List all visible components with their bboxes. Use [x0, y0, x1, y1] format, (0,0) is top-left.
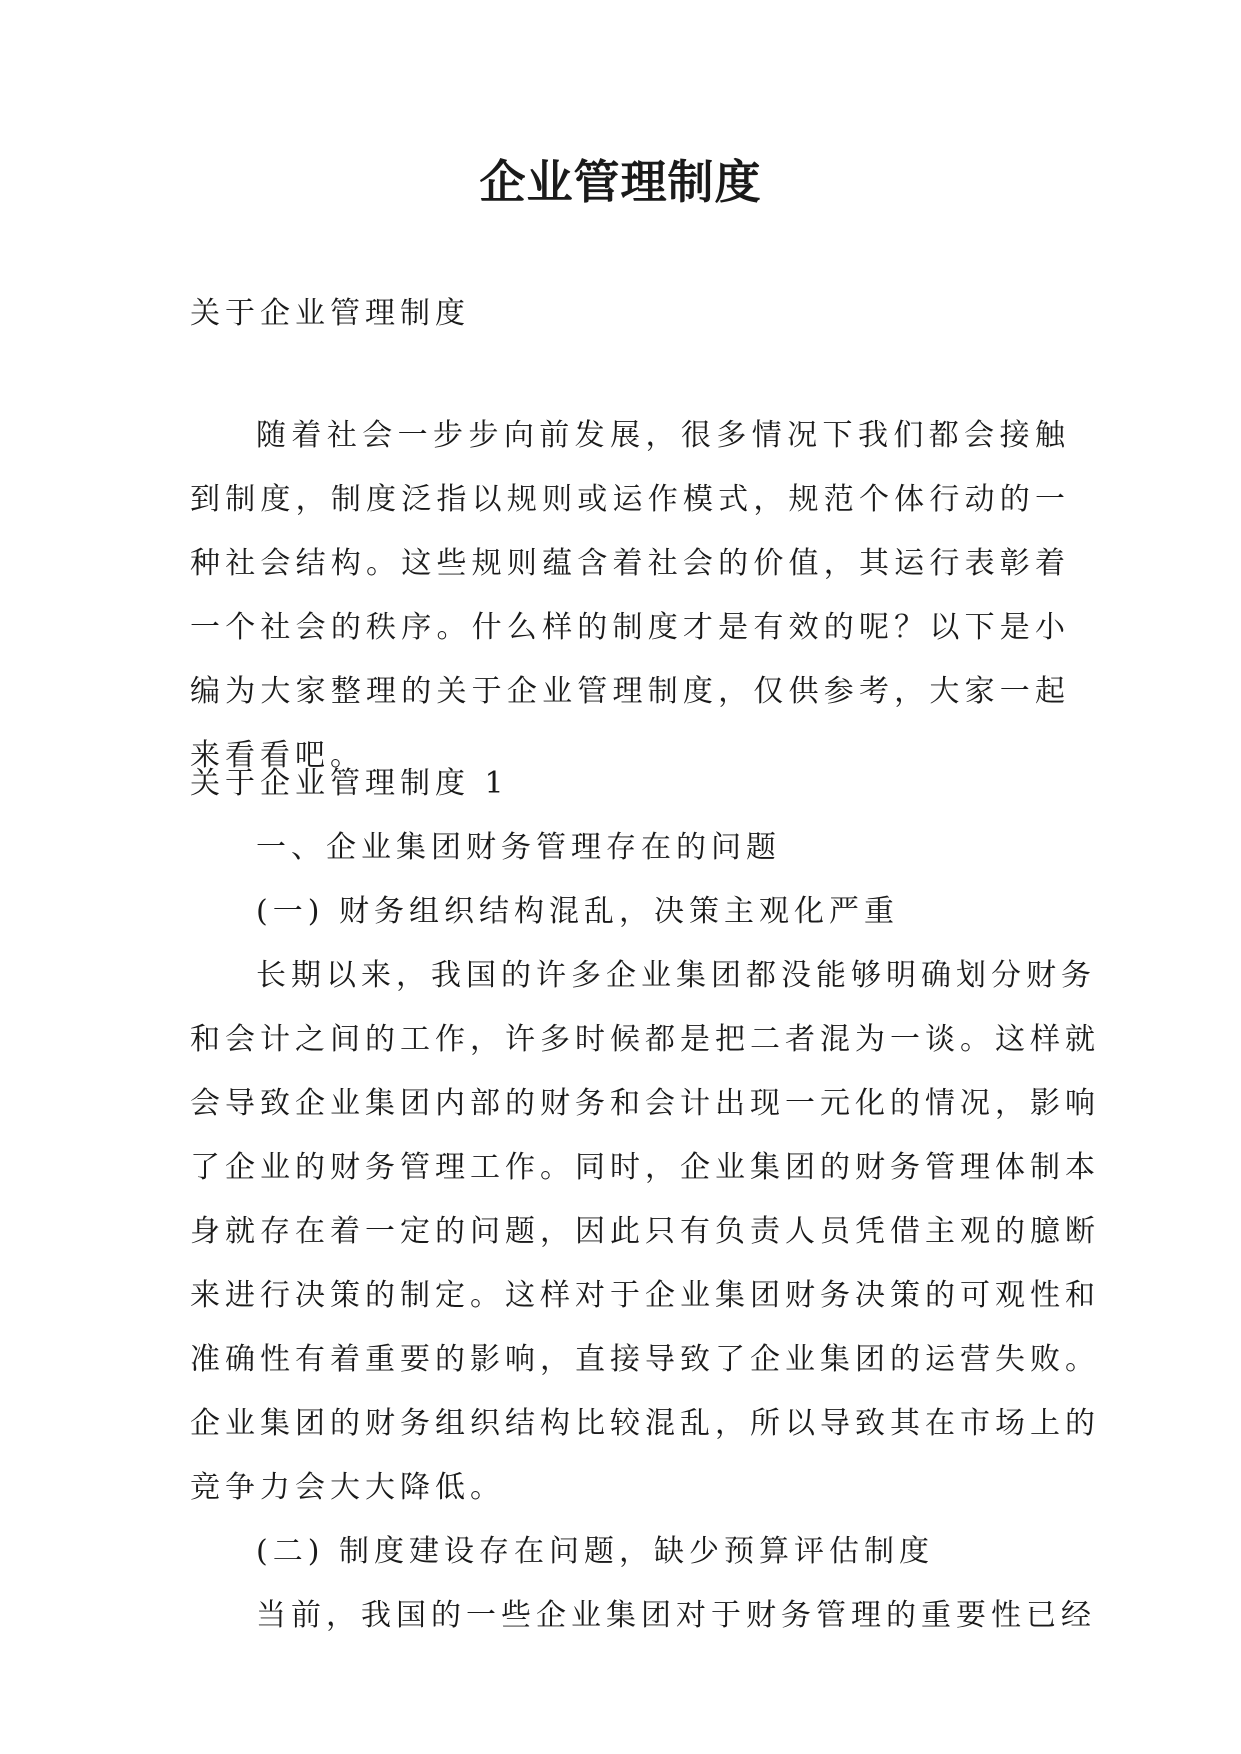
- paragraph-line: 长期以来，我国的许多企业集团都没能够明确划分财务: [256, 958, 1096, 993]
- paragraph-line: 企业集团的财务组织结构比较混乱，所以导致其在市场上的: [190, 1406, 1100, 1441]
- paragraph-line: 当前，我国的一些企业集团对于财务管理的重要性已经: [256, 1598, 1096, 1633]
- paragraph-line: 准确性有着重要的影响，直接导致了企业集团的运营失败。: [190, 1342, 1100, 1377]
- heading-level-2-first: (一) 财务组织结构混乱，决策主观化严重: [256, 894, 899, 929]
- paragraph-line: 竞争力会大大降低。: [190, 1470, 505, 1505]
- intro-paragraph: 随着社会一步步向前发展，很多情况下我们都会接触到制度，制度泛指以规则或运作模式，规范个体行动的一种社会结构。这些规则蕴含着社会的价值，其运行表彰着一个社会的秩序。什么样的制度才是有效的呢？以下是小编为大家整理的关于企业管理制度，仅供参考，大家一起来看看吧。: [190, 418, 1070, 773]
- section-body: [190, 816, 1100, 1648]
- document-subtitle: 关于企业管理制度: [190, 296, 470, 331]
- heading-level-2-second: (二) 制度建设存在问题，缺少预算评估制度: [256, 1534, 934, 1569]
- paragraph-line: 和会计之间的工作，许多时候都是把二者混为一谈。这样就: [190, 1022, 1100, 1057]
- paragraph-line: 身就存在着一定的问题，因此只有负责人员凭借主观的臆断: [190, 1214, 1100, 1249]
- heading-level-1: 一、企业集团财务管理存在的问题: [256, 830, 781, 865]
- paragraph-line: 来进行决策的制定。这样对于企业集团财务决策的可观性和: [190, 1278, 1100, 1313]
- document-title: 企业管理制度: [479, 155, 762, 209]
- paragraph-line: 了企业的财务管理工作。同时，企业集团的财务管理体制本: [190, 1150, 1100, 1185]
- paragraph-line: 会导致企业集团内部的财务和会计出现一元化的情况，影响: [190, 1086, 1100, 1121]
- section-heading: 关于企业管理制度 1: [190, 766, 509, 801]
